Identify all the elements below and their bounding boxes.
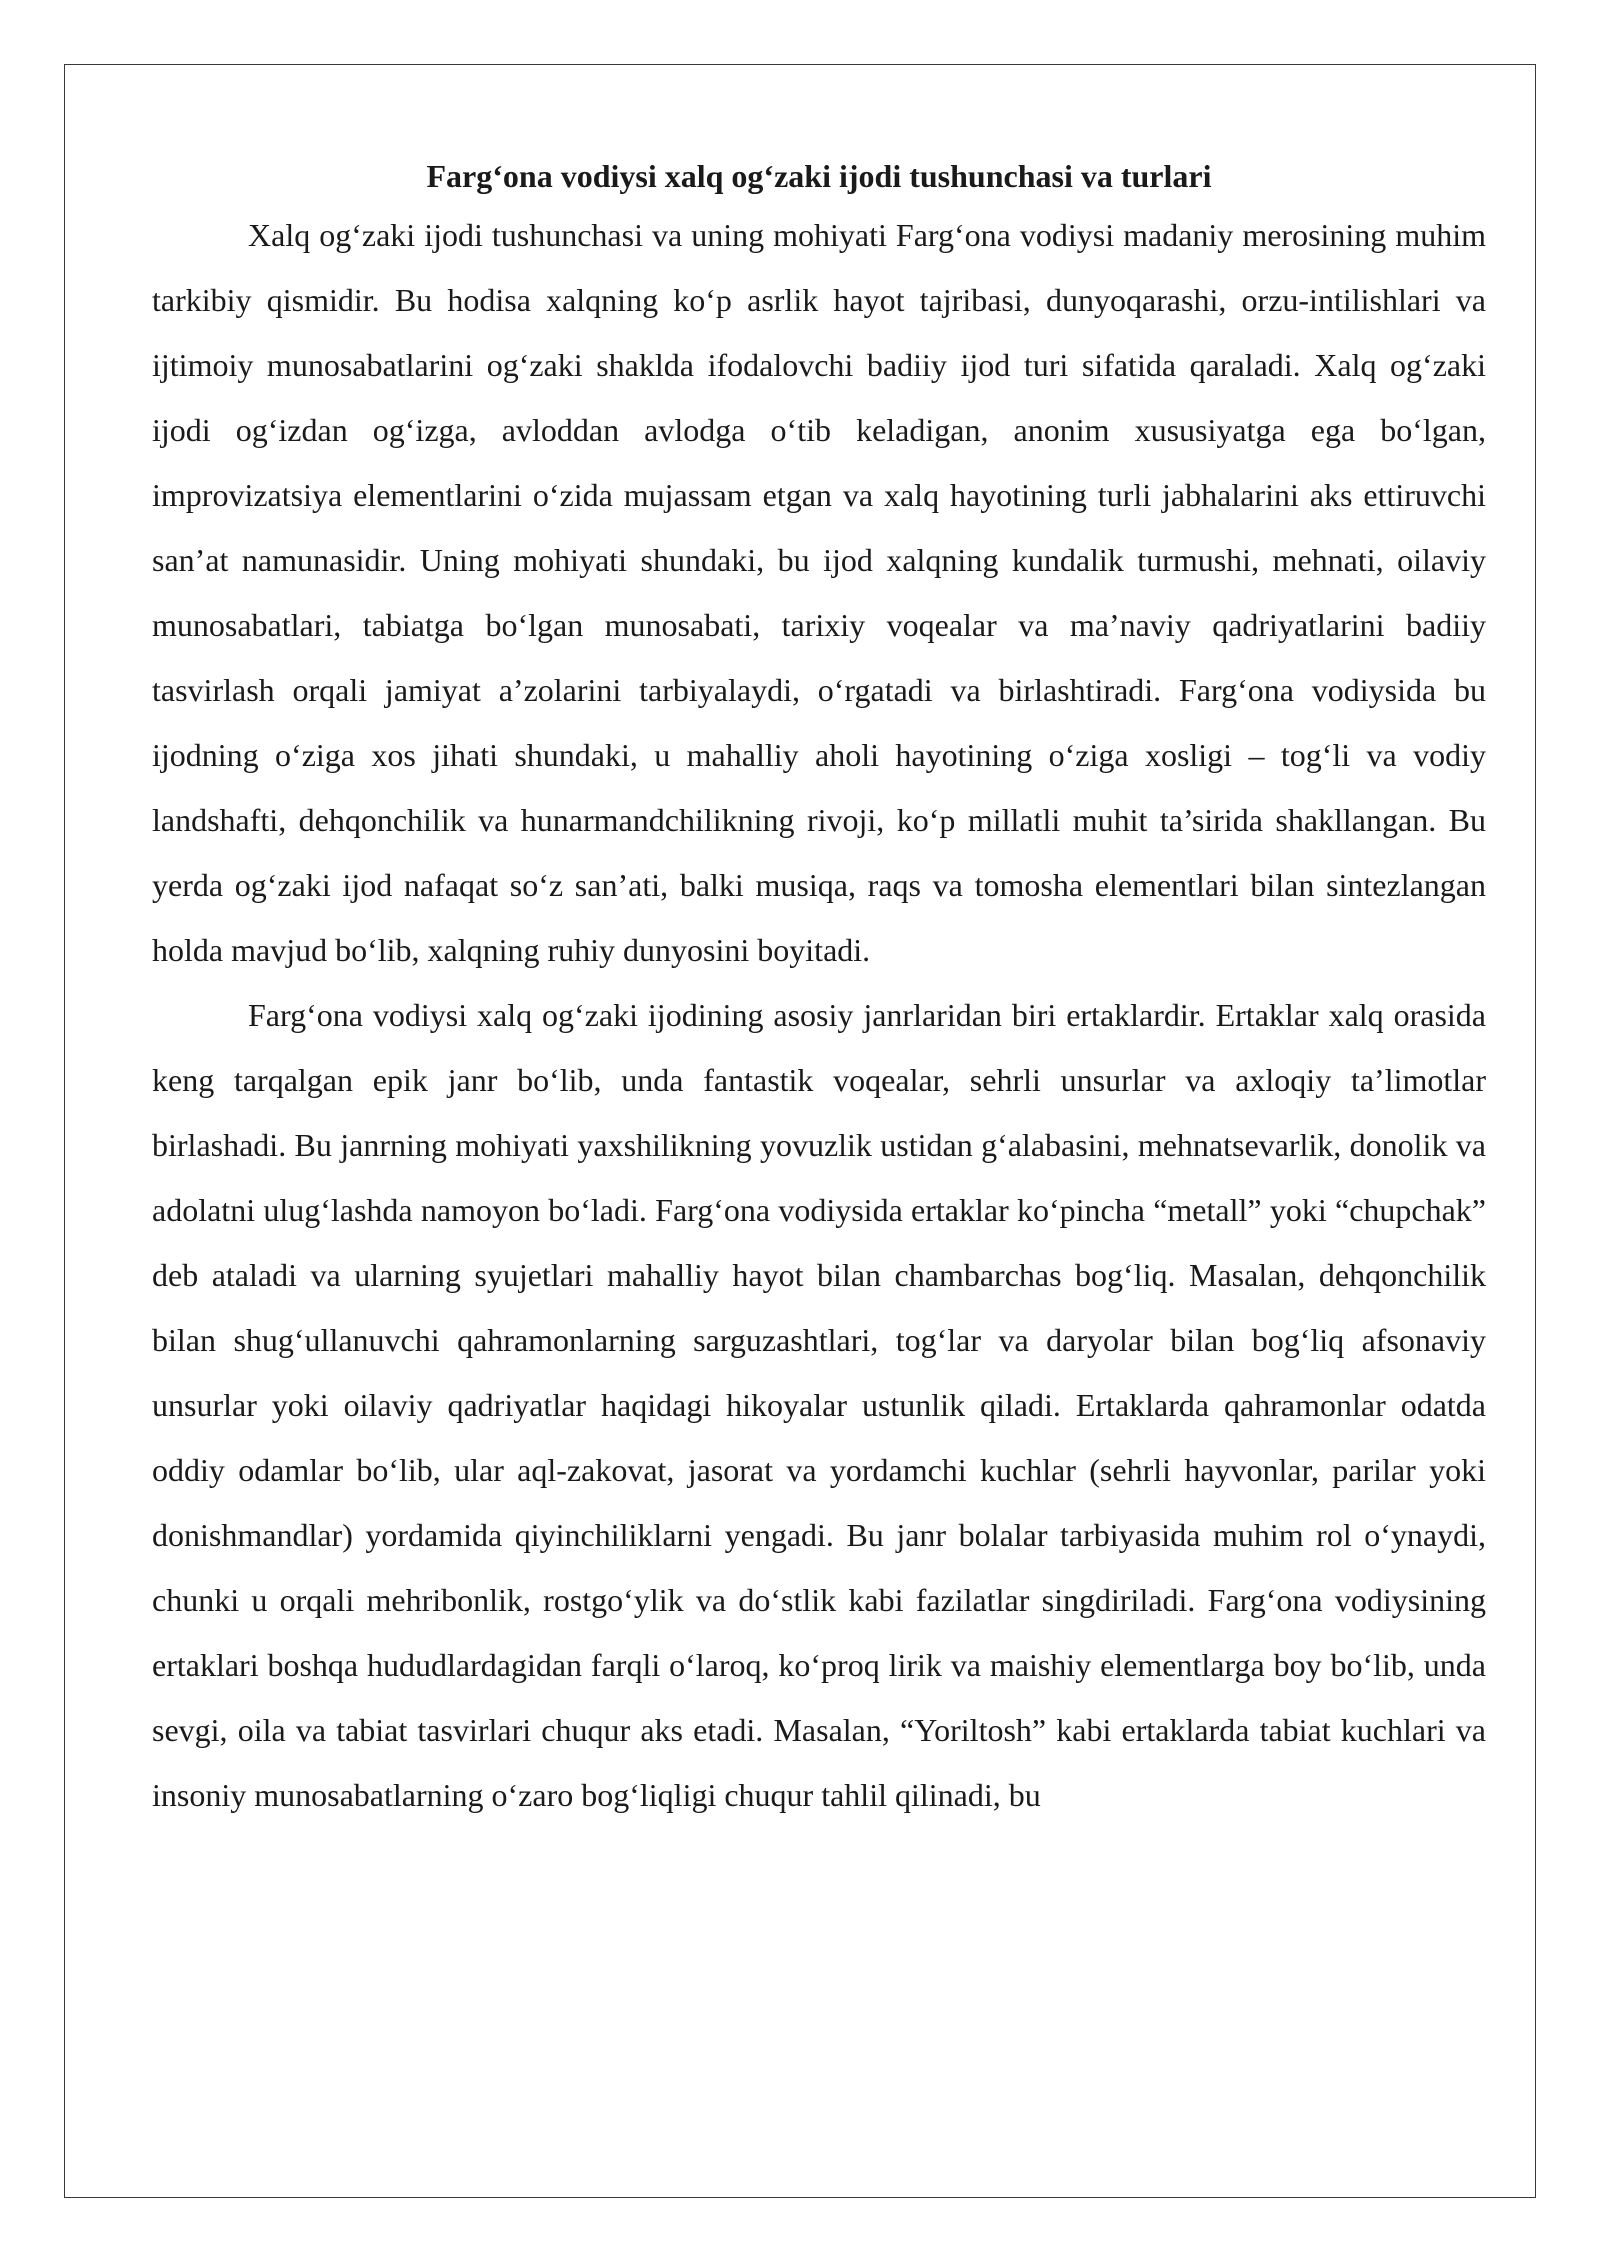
document-title: Farg‘ona vodiysi xalq og‘zaki ijodi tushunchasi va turlari — [426, 158, 1212, 194]
document-body — [152, 150, 1486, 1828]
paragraph-1: Xalq og‘zaki ijodi tushunchasi va uning mohiyati Farg‘ona vodiysi madaniy merosining muhim tarkibiy qismidir. Bu hodisa xalqning ko‘p asrlik hayot tajribasi, dunyoqarashi, orzu-intilishlari va ijtimoiy munosabatlarini og‘zaki shaklda ifodalovchi badiiy ijod turi sifatida qaraladi. Xalq og‘zaki ijodi og‘izdan og‘izga, avloddan avlodga o‘tib keladigan, anonim xususiyatga ega bo‘lgan, improvizatsiya elementlarini o‘zida mujassam etgan va xalq hayotining turli jabhalarini aks ettiruvchi san’at namunasidir. Uning mohiyati shundaki, bu ijod xalqning kundalik turmushi, mehnati, oilaviy munosabatlari, tabiatga bo‘lgan munosabati, tarixiy voqealar va ma’naviy qadriyatlarini badiiy tasvirlash orqali jamiyat a’zolarini tarbiyalaydi, o‘rgatadi va birlashtiradi. Farg‘ona vodiysida bu ijodning o‘ziga xos jihati shundaki, u mahalliy aholi hayotining o‘ziga xosligi – tog‘li va vodiy landshafti, dehqonchilik va hunarmandchilikning rivoji, ko‘p millatli muhit ta’sirida shakllangan. Bu yerda og‘zaki ijod nafaqat so‘z san’ati, balki musiqa, raqs va tomosha elementlari bilan sintezlangan holda mavjud bo‘lib, xalqning ruhiy dunyosini boyitadi. — [152, 217, 1486, 968]
paragraph-2: Farg‘ona vodiysi xalq og‘zaki ijodining asosiy janrlaridan biri ertaklardir. Ertaklar xalq orasida keng tarqalgan epik janr bo‘lib, unda fantastik voqealar, sehrli unsurlar va axloqiy ta’limotlar birlashadi. Bu janrning mohiyati yaxshilikning yovuzlik ustidan g‘alabasini, mehnatsevarlik, donolik va adolatni ulug‘lashda namoyon bo‘ladi. Farg‘ona vodiysida ertaklar ko‘pincha “metall” yoki “chupchak” deb ataladi va ularning syujetlari mahalliy hayot bilan chambarchas bog‘liq. Masalan, dehqonchilik bilan shug‘ullanuvchi qahramonlarning sarguzashtlari, tog‘lar va daryolar bilan bog‘liq afsonaviy unsurlar yoki oilaviy qadriyatlar haqidagi hikoyalar ustunlik qiladi. Ertaklarda qahramonlar odatda oddiy odamlar bo‘lib, ular aql-zakovat, jasorat va yordamchi kuchlar (sehrli hayvonlar, parilar yoki donishmandlar) yordamida qiyinchiliklarni yengadi. Bu janr bolalar tarbiyasida muhim rol o‘ynaydi, chunki u orqali mehribonlik, rostgo‘ylik va do‘stlik kabi fazilatlar singdiriladi. Farg‘ona vodiysining ertaklari boshqa hududlardagidan farqli o‘laroq, ko‘proq lirik va maishiy elementlarga boy bo‘lib, unda sevgi, oila va tabiat tasvirlari chuqur aks etadi. Masalan, “Yoriltosh” kabi ertaklarda tabiat kuchlari va insoniy munosabatlarning o‘zaro bog‘liqligi chuqur tahlil qilinadi, bu — [152, 997, 1486, 1813]
